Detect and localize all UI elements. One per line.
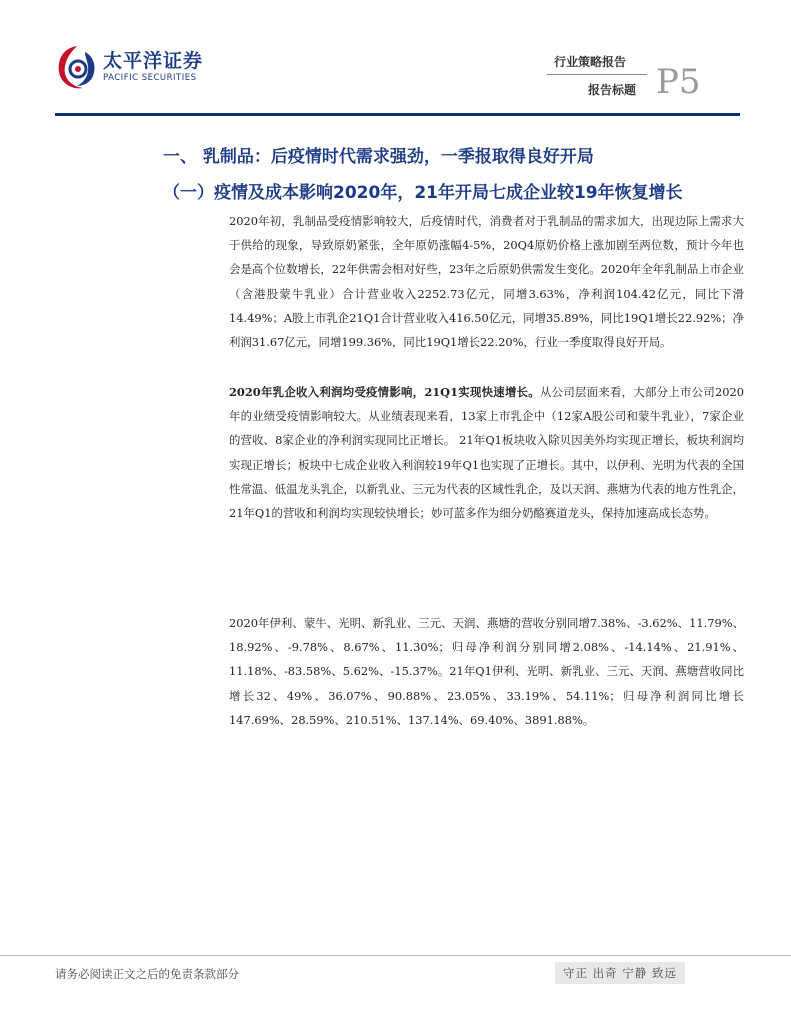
report-subtitle: 报告标题 xyxy=(588,83,637,97)
paragraph-1 xyxy=(229,209,744,354)
paragraph-3-text: 2020年伊利、蒙牛、光明、新乳业、三元、天润、燕塘的营收分别同增7.38%、-3.62%、11.79%、18.92%、-9.78%、8.67%、11.30%；归母净利润分别同增2.08%、-14.14%、21.91%、11.18%、-83.58%、5.62%、-15.37%。21年Q1伊利、光明、新乳业、三元、天润、燕塘营收同比增长32、49%、36.07%、90.88%、23.05%、33.19%、54.11%；归母净利润同比增长147.69%、28.59%、210.51%、137.14%、69.40%、3891.88%。 xyxy=(229,616,744,727)
company-logo xyxy=(55,42,225,92)
footer-motto: 守正 出奇 宁静 致远 xyxy=(555,962,685,984)
paragraph-2-lead: 2020年乳企收入利润均受疫情影响，21Q1实现快速增长。 xyxy=(229,385,540,399)
pacific-securities-logo-icon xyxy=(55,42,99,92)
paragraph-2 xyxy=(229,380,744,525)
logo-name-en: PACIFIC SECURITIES xyxy=(103,73,197,83)
paragraph-2-text: 从公司层面来看，大部分上市公司2020年的业绩受疫情影响较大。从业绩表现来看，13家上市乳企中（12家A股公司和蒙牛乳业），7家企业的营收、8家企业的净利润实现同比正增长。 21年Q1板块收入除贝因美外均实现正增长，板块利润均实现正增长；板块中七成企业收入利润较19年Q1也实现了正增长。其中，以伊利、光明为代表的全国性常温、低温龙头乳企，以新乳业、三元为代表的区域性乳企，及以天润、燕塘为代表的地方性乳企，21年Q1的营收和利润均实现较快增长；妙可蓝多作为细分奶酪赛道龙头，保持加速高成长态势。 xyxy=(229,385,744,521)
subsection-heading: （一）疫情及成本影响2020年，21年开局七成企业较19年恢复增长 xyxy=(163,183,683,203)
logo-name-cn: 太平洋证券 xyxy=(103,50,204,72)
paragraph-3 xyxy=(229,611,744,732)
footer-disclaimer: 请务必阅读正文之后的免责条款部分 xyxy=(55,967,239,981)
page-number: P5 xyxy=(656,62,701,102)
paragraph-1-text: 2020年初，乳制品受疫情影响较大，后疫情时代，消费者对于乳制品的需求加大，出现边际上需求大于供给的现象，导致原奶紧张，全年原奶涨幅4-5%，20Q4原奶价格上涨加剧至两位数，预计今年也会是高个位数增长，22年供需会相对好些，23年之后原奶供需发生变化。2020年全年乳制品上市企业（含港股蒙牛乳业）合计营业收入2252.73亿元，同增3.63%，净利润104.42亿元，同比下滑14.49%；A股上市乳企21Q1合计营业收入416.50亿元，同增35.89%，同比19Q1增长22.92%；净利润31.67亿元，同增199.36%，同比19Q1增长22.20%，行业一季度取得良好开局。 xyxy=(229,214,744,350)
header-rule xyxy=(55,113,740,116)
header-divider xyxy=(547,74,647,75)
section-heading: 一、 乳制品：后疫情时代需求强劲，一季报取得良好开局 xyxy=(163,147,594,167)
report-type: 行业策略报告 xyxy=(554,55,627,69)
footer-rule xyxy=(0,955,791,956)
